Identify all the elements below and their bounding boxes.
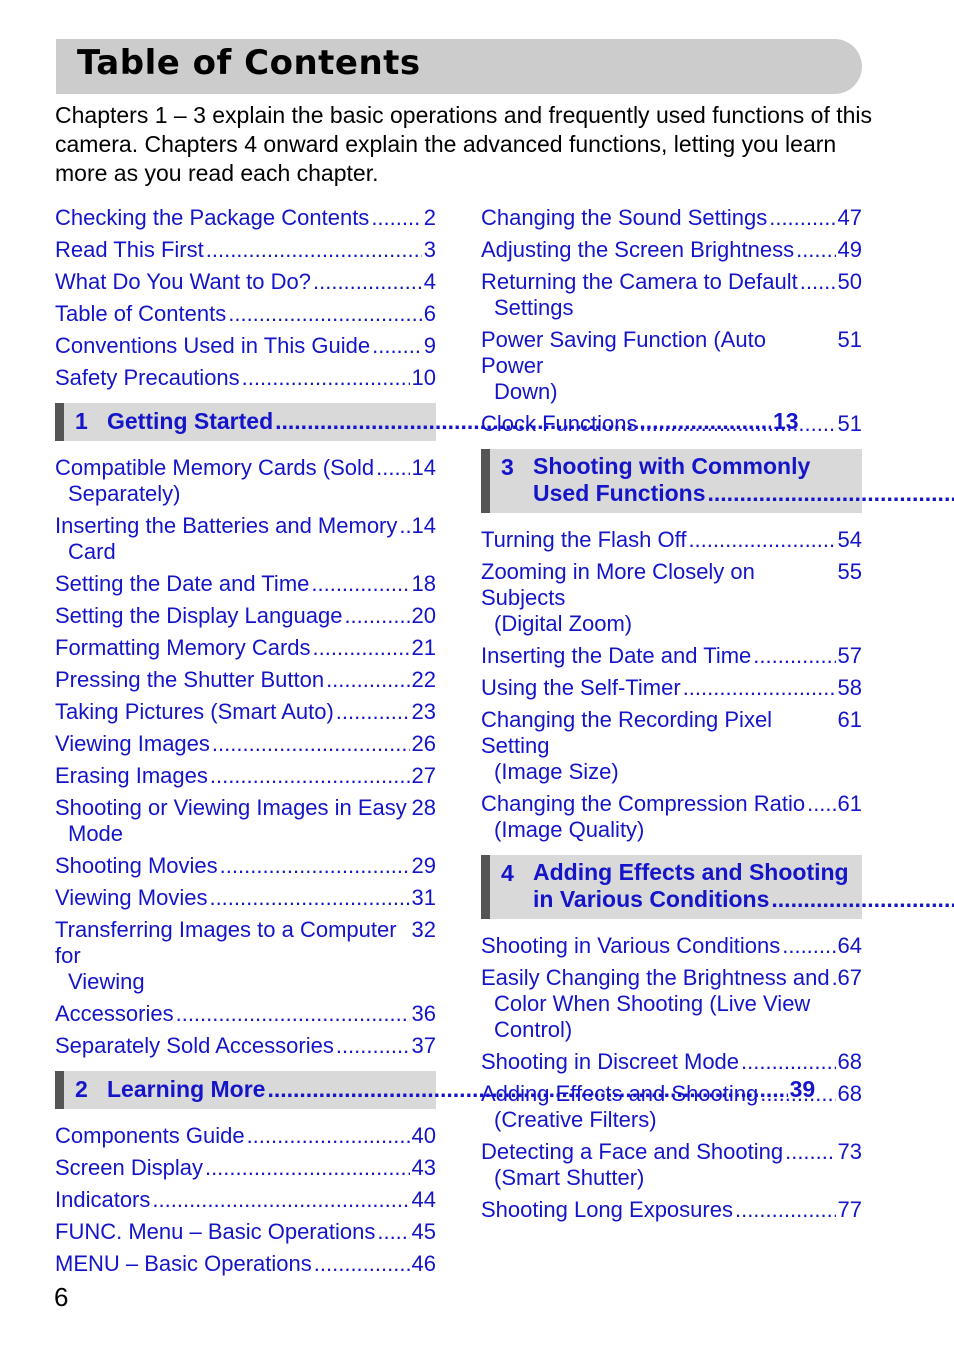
dot-leader	[376, 455, 409, 481]
toc-entry-page: 61	[837, 791, 862, 816]
toc-entry-title-line: Easily Changing the Brightness and	[481, 965, 830, 990]
dot-leader	[753, 643, 835, 669]
toc-entry-title-line: Transferring Images to a Computer for	[55, 917, 397, 968]
toc-entry-page: 27	[411, 763, 436, 788]
toc-entry-title	[55, 1251, 312, 1277]
toc-entry-title	[55, 917, 408, 995]
toc-entry[interactable]	[481, 965, 862, 1043]
toc-entry[interactable]	[481, 237, 862, 263]
toc-entry-title-line: Power Saving Function (Auto Power	[481, 327, 766, 378]
toc-entry-page: 32	[411, 917, 436, 942]
toc-group-chapter-3	[481, 527, 862, 843]
toc-entry-page: 20	[411, 603, 436, 628]
toc-entry-title-line: FUNC. Menu – Basic Operations	[55, 1219, 376, 1244]
toc-entry[interactable]	[481, 559, 862, 637]
dot-leader	[205, 1155, 410, 1181]
toc-entry[interactable]	[55, 795, 436, 847]
chapter-page: 39	[789, 1076, 816, 1102]
dot-leader	[735, 1197, 836, 1223]
toc-entry-title	[55, 1219, 375, 1245]
toc-entry[interactable]	[55, 917, 436, 995]
toc-entry-title-line: Setting the Display Language	[55, 603, 343, 628]
toc-entry-title-line: Returning the Camera to Default	[481, 269, 798, 294]
toc-entry-page: 58	[837, 675, 862, 700]
toc-entry-title	[55, 455, 374, 507]
toc-entry-page: 51	[837, 327, 862, 352]
toc-entry[interactable]	[55, 603, 436, 629]
toc-entry-title-line: Viewing Movies	[55, 885, 208, 910]
toc-entry-title-continuation: (Image Quality)	[494, 817, 645, 842]
toc-entry-page: 43	[411, 1155, 436, 1180]
toc-entry-title-line: Indicators	[55, 1187, 151, 1212]
toc-entry-page: 26	[411, 731, 436, 756]
toc-entry[interactable]	[55, 885, 436, 911]
toc-entry-title-line: Shooting Movies	[55, 853, 218, 878]
toc-entry-page: 22	[411, 667, 436, 692]
toc-entry-page: 18	[411, 571, 436, 596]
toc-entry-title-line: Separately Sold Accessories	[55, 1033, 334, 1058]
toc-entry-title	[481, 269, 798, 321]
toc-entry-title-line: Table of Contents	[55, 301, 227, 326]
toc-entry-title-line: Inserting the Batteries and Memory	[55, 513, 398, 538]
toc-entry[interactable]	[55, 667, 436, 693]
toc-entry-title-line: Checking the Package Contents	[55, 205, 370, 230]
toc-entry-page: 3	[423, 237, 436, 262]
toc-entry-title-line: Setting the Date and Time	[55, 571, 310, 596]
dot-leader	[800, 269, 836, 295]
dot-leader	[688, 527, 835, 553]
toc-entry-title-line: Detecting a Face and Shooting	[481, 1139, 784, 1164]
toc-entry[interactable]	[481, 1049, 862, 1075]
toc-entry-title	[55, 333, 370, 359]
toc-entry-page: 68	[837, 1081, 862, 1106]
toc-entry-page: 28	[411, 795, 436, 820]
toc-entry-page: 57	[837, 643, 862, 668]
right-column	[481, 205, 862, 1229]
toc-entry-title-line: Pressing the Shutter Button	[55, 667, 325, 692]
toc-entry[interactable]	[55, 853, 436, 879]
chapter-title-line2: Used Functions	[533, 480, 706, 506]
dot-leader	[409, 795, 410, 821]
toc-entry[interactable]	[481, 707, 862, 785]
toc-entry-page: 64	[837, 933, 862, 958]
toc-entry-title-line: Read This First	[55, 237, 204, 262]
chapter-4-heading[interactable]	[481, 855, 862, 919]
toc-entry[interactable]	[481, 1197, 862, 1223]
dot-leader	[220, 853, 410, 879]
toc-entry-title	[481, 675, 681, 701]
toc-entry[interactable]	[55, 1187, 436, 1213]
toc-entry-title-line: Shooting or Viewing Images in Easy	[55, 795, 407, 820]
toc-entry-page: 14	[411, 455, 436, 480]
toc-entry-title-continuation: Settings	[494, 295, 574, 320]
toc-entry[interactable]	[55, 269, 436, 295]
toc-group-front	[55, 205, 436, 391]
dot-leader	[152, 1187, 409, 1213]
toc-entry-title-line: Using the Self-Timer	[481, 675, 681, 700]
toc-entry-page: 54	[837, 527, 862, 552]
toc-entry[interactable]	[55, 1123, 436, 1149]
chapter-number: 4	[501, 860, 514, 886]
toc-entry-title	[55, 635, 311, 661]
dot-leader	[344, 603, 409, 629]
toc-entry-title	[481, 205, 767, 231]
toc-entry-page: 31	[411, 885, 436, 910]
toc-entry-title	[481, 791, 805, 843]
toc-entry-page: 55	[837, 559, 862, 584]
dot-leader	[640, 411, 836, 437]
toc-entry[interactable]	[55, 763, 436, 789]
toc-entry[interactable]	[481, 1081, 862, 1133]
dot-leader	[741, 1049, 835, 1075]
chapter-page: 13	[773, 408, 799, 434]
toc-entry-title-line: Adding Effects and Shooting	[481, 1081, 759, 1106]
chapter-title: Learning More	[107, 1076, 266, 1102]
toc-entry-title-line: Shooting in Various Conditions	[481, 933, 781, 958]
dot-leader	[209, 885, 409, 911]
toc-entry-title-line: Erasing Images	[55, 763, 208, 788]
toc-entry-title	[481, 933, 780, 959]
toc-entry-title-line: Viewing Images	[55, 731, 210, 756]
toc-entry-page: 44	[411, 1187, 436, 1212]
dot-leader	[683, 675, 836, 701]
toc-entry[interactable]	[481, 269, 862, 321]
toc-entry-title	[55, 571, 309, 597]
toc-entry[interactable]	[481, 411, 862, 437]
dot-leader	[372, 333, 422, 359]
toc-entry-page: 67	[837, 965, 862, 990]
chapter-3-heading[interactable]	[481, 449, 862, 513]
toc-group-chapter-2-cont	[481, 205, 862, 437]
toc-entry[interactable]	[55, 699, 436, 725]
toc-entry-page: 61	[837, 707, 862, 732]
toc-entry-title-continuation: (Image Size)	[494, 759, 619, 784]
dot-leader	[314, 1251, 410, 1277]
toc-entry-title	[55, 301, 226, 327]
toc-entry-page: 37	[411, 1033, 436, 1058]
toc-entry-title-line: Turning the Flash Off	[481, 527, 687, 552]
toc-entry-title	[55, 1187, 150, 1213]
toc-entry-title-line: Taking Pictures (Smart Auto)	[55, 699, 334, 724]
toc-entry[interactable]	[55, 1251, 436, 1277]
toc-entry-title-continuation: (Creative Filters)	[494, 1107, 657, 1132]
toc-entry-title	[55, 699, 334, 725]
toc-entry[interactable]	[481, 675, 862, 701]
toc-entry-title-line: Safety Precautions	[55, 365, 240, 390]
toc-entry[interactable]	[481, 791, 862, 843]
toc-entry-title	[481, 237, 794, 263]
toc-entry-title-line: Accessories	[55, 1001, 174, 1026]
page-number: 6	[54, 1282, 69, 1312]
dot-leader	[176, 1001, 410, 1027]
chapter-number: 1	[75, 408, 88, 434]
toc-entry-title-continuation: Color When Shooting (Live View	[494, 991, 811, 1016]
toc-entry-title-line: Changing the Compression Ratio	[481, 791, 806, 816]
toc-entry-page: 10	[411, 365, 436, 390]
toc-entry-page: 45	[411, 1219, 436, 1244]
toc-entry-title	[481, 327, 834, 405]
toc-entry-title-line: Compatible Memory Cards (Sold	[55, 455, 375, 480]
chapter-title-line2: in Various Conditions	[533, 886, 770, 912]
toc-entry-title	[55, 1001, 174, 1027]
toc-entry-title	[55, 365, 240, 391]
toc-entry[interactable]	[481, 643, 862, 669]
toc-entry-title-line: Changing the Recording Pixel Setting	[481, 707, 773, 758]
toc-entry-page: 46	[411, 1251, 436, 1276]
toc-entry-page: 77	[837, 1197, 862, 1222]
dot-leader	[326, 667, 409, 693]
dot-leader	[336, 1033, 410, 1059]
toc-entry-title	[481, 707, 834, 785]
toc-entry-title-continuation: (Smart Shutter)	[494, 1165, 645, 1190]
toc-entry-title-continuation: Down)	[494, 379, 558, 404]
toc-entry[interactable]	[481, 1139, 862, 1191]
page-title: Table of Contents	[77, 43, 421, 83]
toc-entry-title	[481, 527, 686, 553]
toc-entry-title-line: Changing the Sound Settings	[481, 205, 768, 230]
toc-entry[interactable]	[55, 635, 436, 661]
toc-entry[interactable]	[481, 205, 862, 231]
dot-leader	[212, 731, 410, 757]
chapter-title-line1: Adding Effects and Shooting	[533, 859, 849, 885]
dot-leader	[377, 1219, 409, 1245]
toc-entry-title-continuation: Card	[68, 539, 116, 564]
toc-entry-title-line: Clock Functions	[481, 411, 638, 436]
toc-entry-page: 14	[411, 513, 436, 538]
toc-entry-title	[481, 559, 834, 637]
dot-leader	[832, 965, 836, 991]
toc-entry[interactable]	[55, 513, 436, 565]
chapter-title-line1: Shooting with Commonly	[533, 453, 811, 479]
dot-leader	[313, 269, 422, 295]
toc-entry[interactable]	[55, 365, 436, 391]
toc-entry[interactable]	[481, 933, 862, 959]
toc-entry-title-continuation: Mode	[68, 821, 124, 846]
toc-entry[interactable]	[55, 1001, 436, 1027]
toc-group-chapter-1	[55, 455, 436, 1059]
dot-leader	[782, 933, 835, 959]
toc-entry-title-line: Adjusting the Screen Brightness	[481, 237, 795, 262]
toc-entry[interactable]	[55, 237, 436, 263]
toc-entry-title	[55, 1033, 334, 1059]
toc-entry-title	[55, 853, 218, 879]
toc-entry[interactable]	[55, 301, 436, 327]
dot-leader	[336, 699, 410, 725]
toc-entry-title	[481, 1197, 733, 1223]
dot-leader	[371, 205, 421, 231]
toc-entry-title	[481, 965, 830, 1043]
toc-entry-title	[55, 237, 204, 263]
toc-entry-title	[55, 795, 407, 847]
toc-entry-title-continuation: (Digital Zoom)	[494, 611, 633, 636]
toc-entry-title-line: Inserting the Date and Time	[481, 643, 752, 668]
toc-entry-title-continuation: Separately)	[68, 481, 181, 506]
toc-entry[interactable]	[55, 571, 436, 597]
toc-entry-page: 47	[837, 205, 862, 230]
toc-group-chapter-2	[55, 1123, 436, 1277]
toc-entry-title	[55, 731, 210, 757]
toc-entry-title	[481, 1049, 739, 1075]
toc-entry-title	[55, 513, 397, 565]
toc-entry-page: 36	[411, 1001, 436, 1026]
dot-leader	[313, 635, 410, 661]
toc-entry[interactable]	[55, 1033, 436, 1059]
chapter-number: 3	[501, 454, 514, 480]
toc-entry[interactable]	[55, 1219, 436, 1245]
toc-entry-title	[55, 885, 207, 911]
toc-entry-title	[55, 205, 369, 231]
dot-leader	[796, 237, 835, 263]
toc-entry-page: 23	[411, 699, 436, 724]
dot-leader	[228, 301, 422, 327]
toc-entry-title	[481, 1139, 783, 1191]
toc-entry[interactable]	[481, 527, 862, 553]
toc-entry-title-line: MENU – Basic Operations	[55, 1251, 312, 1276]
dot-leader	[242, 365, 410, 391]
toc-entry-page: 51	[837, 411, 862, 436]
toc-entry[interactable]	[55, 333, 436, 359]
toc-entry-title-line: Shooting Long Exposures	[481, 1197, 733, 1222]
toc-entry-title	[481, 643, 751, 669]
toc-entry-title-line: Zooming in More Closely on Subjects	[481, 559, 755, 610]
chapter-title: Getting Started	[107, 408, 274, 434]
intro-paragraph: Chapters 1 – 3 explain the basic operations and frequently used functions of this camera. Chapters 4 onward explain the advanced functions, letting you learn more as you read each chapter.	[55, 102, 873, 186]
toc-entry-title	[481, 411, 638, 437]
toc-entry[interactable]	[55, 1155, 436, 1181]
toc-entry[interactable]	[481, 327, 862, 405]
title-bar	[56, 39, 862, 94]
dot-leader	[210, 763, 410, 789]
chapter-number: 2	[75, 1076, 88, 1102]
toc-entry-page: 21	[411, 635, 436, 660]
toc-entry-page: 29	[411, 853, 436, 878]
toc-entry-title	[55, 763, 208, 789]
toc-entry-title-line: Screen Display	[55, 1155, 203, 1180]
toc-entry-title-line: Shooting in Discreet Mode	[481, 1049, 740, 1074]
dot-leader	[807, 791, 835, 817]
toc-entry-title-continuation: Control)	[494, 1017, 573, 1042]
toc-entry[interactable]	[55, 205, 436, 231]
toc-entry-title	[481, 1081, 758, 1133]
toc-entry-title	[55, 667, 324, 693]
toc-entry-page: 9	[423, 333, 436, 358]
dot-leader	[785, 1139, 835, 1165]
toc-entry-title-line: Components Guide	[55, 1123, 245, 1148]
toc-group-chapter-4	[481, 933, 862, 1223]
toc-entry-title	[55, 603, 342, 629]
dot-leader	[399, 513, 409, 539]
toc-entry[interactable]	[55, 455, 436, 507]
toc-entry-title-line: Conventions Used in This Guide	[55, 333, 371, 358]
toc-entry-page: 49	[837, 237, 862, 262]
toc-entry[interactable]	[55, 731, 436, 757]
toc-entry-title	[55, 1123, 245, 1149]
dot-leader	[247, 1123, 410, 1149]
toc-entry-page: 4	[423, 269, 436, 294]
toc-entry-title-line: What Do You Want to Do?	[55, 269, 311, 294]
toc-entry-title	[55, 269, 311, 295]
toc-entry-page: 6	[423, 301, 436, 326]
dot-leader	[760, 1081, 835, 1107]
toc-entry-title-line: Formatting Memory Cards	[55, 635, 311, 660]
toc-entry-page: 68	[837, 1049, 862, 1074]
dot-leader	[206, 237, 422, 263]
toc-entry-page: 2	[423, 205, 436, 230]
dot-leader	[311, 571, 409, 597]
toc-entry-page: 50	[837, 269, 862, 294]
toc-entry-page: 40	[411, 1123, 436, 1148]
toc-entry-title	[55, 1155, 203, 1181]
toc-entry-page: 73	[837, 1139, 862, 1164]
toc-entry-title-continuation: Viewing	[68, 969, 145, 994]
dot-leader	[769, 205, 835, 231]
